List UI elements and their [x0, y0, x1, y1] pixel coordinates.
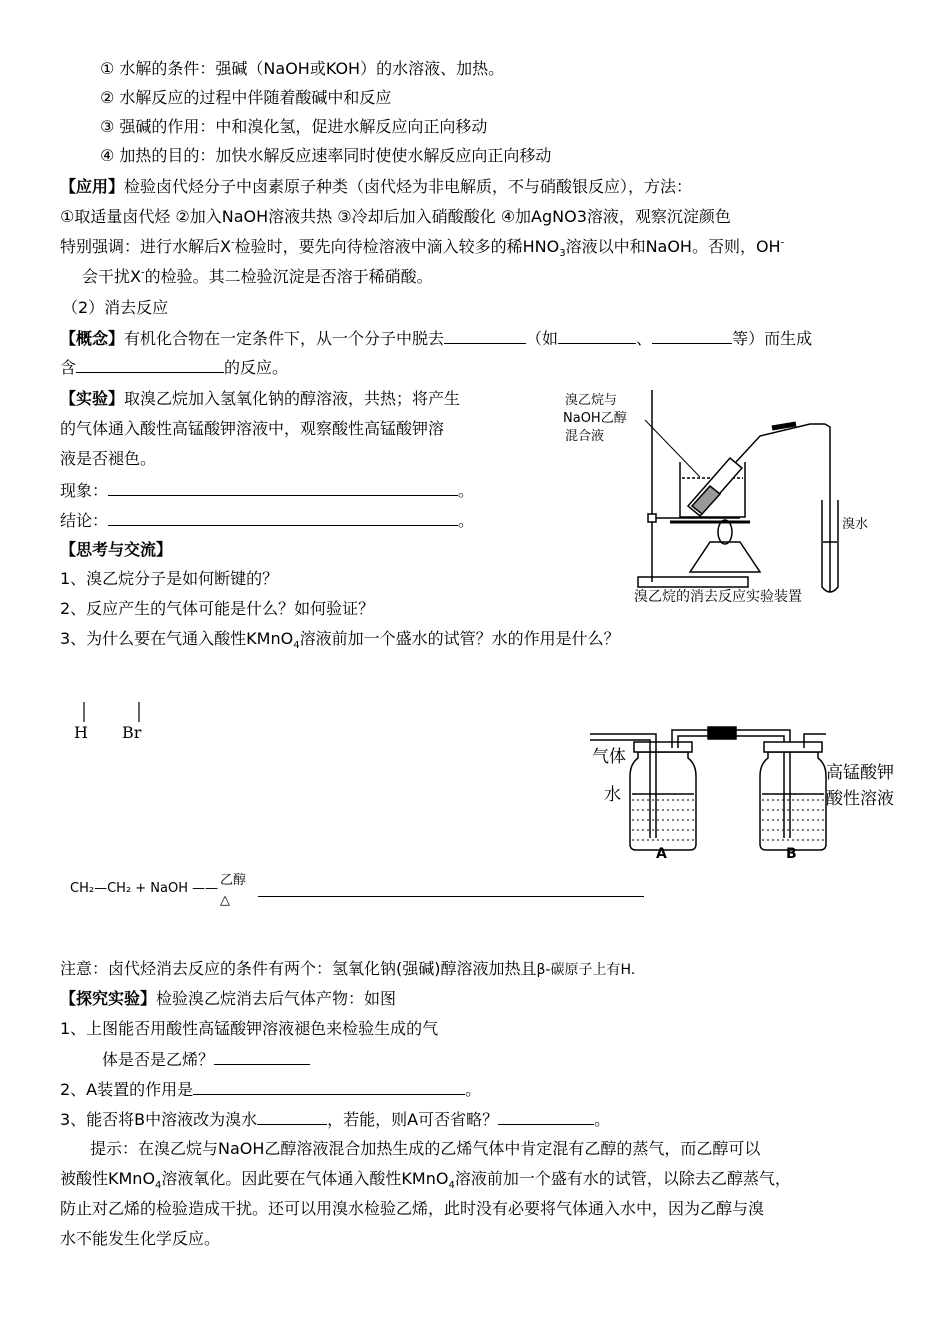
concept-part-d: 等）而生成 — [732, 329, 813, 348]
gas-label: 气体 — [592, 747, 626, 767]
explore-line — [60, 988, 396, 1010]
delivery-tube-down — [825, 424, 830, 592]
concept-blank-2[interactable] — [558, 327, 636, 344]
phenomenon-line — [60, 479, 474, 502]
explore-q2-end: 。 — [465, 1080, 482, 1099]
explore-q1-a: 1、上图能否用酸性高锰酸钾溶液褪色来检验生成的气 — [60, 1019, 439, 1038]
explore-q3-line — [60, 1108, 610, 1131]
explore-q3-a: 3、能否将B中溶液改为溴水 — [60, 1110, 258, 1129]
question-3-sub: 4 — [293, 640, 300, 652]
hint-part-a: 被酸性KMnO — [60, 1169, 156, 1188]
phenomenon-blank[interactable] — [108, 479, 458, 496]
bottle-b-label: B — [786, 846, 797, 860]
mix-label-line-3: 混合液 — [565, 429, 605, 444]
emphasis-sup-1: - — [230, 237, 235, 249]
discuss-heading: 【思考与交流】 — [60, 540, 173, 559]
bottle-b — [760, 752, 826, 850]
concept-heading: 【概念】 — [60, 329, 125, 348]
hint-sub-2: 4 — [448, 1180, 455, 1192]
note-line — [60, 958, 635, 981]
equation-under: △ — [220, 893, 230, 908]
hint-sub-1: 4 — [155, 1180, 162, 1192]
conclusion-label: 结论： — [60, 511, 109, 530]
alcohol-lamp — [690, 542, 760, 572]
emphasis2-sup: - — [140, 267, 145, 279]
bottle-b-liquid — [762, 800, 824, 840]
explore-q3-blank-1[interactable] — [257, 1108, 327, 1125]
question-3-part-b: 溶液前加一个盛水的试管？水的作用是什么？ — [299, 629, 620, 648]
emphasis2-part-a: 会干扰X — [82, 267, 141, 286]
explore-q2-blank[interactable] — [193, 1078, 465, 1095]
emphasis-part-b: 检验时，要先向待检溶液中滴入较多的稀HNO — [234, 237, 560, 256]
explore-q1-b-line — [102, 1048, 310, 1071]
apparatus1-caption: 溴乙烷的消去反应实验装置 — [634, 589, 802, 605]
hydrolysis-point-2: ② 水解反应的过程中伴随着酸碱中和反应 — [100, 88, 392, 107]
explore-heading: 【探究实验】 — [60, 989, 157, 1008]
hint-line-4: 水不能发生化学反应。 — [60, 1229, 221, 1248]
note-part-a: 注意：卤代烃消去反应的条件有两个：氢氧化钠(强碱)醇溶液加热且 — [60, 959, 537, 978]
bottle-a-label: A — [656, 846, 667, 860]
question-3 — [60, 628, 620, 650]
concept-blank-3[interactable] — [652, 327, 732, 344]
emphasis-part-c: 溶液以中和NaOH。否则，OH — [565, 237, 781, 256]
experiment-text-1: 取溴乙烷加入氢氧化钠的醇溶液，共热；将产生 — [124, 389, 461, 408]
explore-q2: 2、A装置的作用是 — [60, 1080, 194, 1099]
elimination-apparatus-diagram — [560, 382, 890, 610]
experiment-heading: 【实验】 — [60, 389, 125, 408]
bromine-water-label: 溴水 — [842, 517, 869, 532]
concept-part-f: 的反应。 — [224, 358, 289, 377]
mix-label-line-1: 溴乙烷与 — [565, 393, 618, 408]
equation-blank[interactable] — [258, 896, 644, 897]
explore-text: 检验溴乙烷消去后气体产物：如图 — [156, 989, 397, 1008]
rubber-joint — [772, 424, 796, 428]
equation-over: 乙醇 — [220, 873, 247, 888]
elimination-title: （2）消去反应 — [62, 298, 169, 317]
water-label: 水 — [604, 785, 621, 805]
rubber-connector — [708, 727, 736, 739]
mix-label-line-2: NaOH乙醇 — [563, 411, 627, 426]
phenomenon-label: 现象： — [60, 481, 109, 500]
explore-q1-blank[interactable] — [214, 1048, 310, 1065]
hint-line-3: 防止对乙烯的检验造成干扰。还可以用溴水检验乙烯，此时没有必要将气体通入水中，因为乙醇与溴 — [60, 1199, 765, 1218]
hydrolysis-point-4: ④ 加热的目的：加快水解反应速率同时使使水解反应向正向移动 — [100, 146, 552, 165]
hydrolysis-point-1: ① 水解的条件：强碱（NaOH或KOH）的水溶液、加热。 — [100, 59, 505, 78]
concept-line-1 — [60, 327, 812, 350]
explore-q3-end: 。 — [594, 1110, 611, 1129]
explore-q3-blank-2[interactable] — [498, 1108, 594, 1125]
question-3-part-a: 3、为什么要在气通入酸性KMnO — [60, 629, 294, 648]
question-2: 2、反应产生的气体可能是什么？如何验证？ — [60, 599, 375, 618]
concept-part-c: 、 — [636, 329, 653, 348]
delivery-tube — [736, 424, 825, 462]
application-emphasis-2 — [82, 266, 433, 288]
bottle-a — [630, 752, 696, 850]
gas-washing-apparatus — [590, 720, 920, 860]
application-line — [60, 176, 692, 198]
application-emphasis — [60, 236, 784, 258]
concept-line-2 — [60, 356, 288, 379]
concept-blank-4[interactable] — [76, 356, 224, 373]
hint-line-1: 提示：在溴乙烷与NaOH乙醇溶液混合加热生成的乙烯气体中肯定混有乙醇的蒸气，而乙醇可以 — [90, 1139, 761, 1158]
explore-q1-b: 体是否是乙烯？ — [102, 1050, 215, 1069]
bottle-a-cap — [634, 742, 692, 752]
explore-q2-line — [60, 1078, 481, 1101]
conclusion-blank[interactable] — [108, 509, 458, 526]
concept-blank-1[interactable] — [444, 327, 526, 344]
atom-h: H — [74, 723, 88, 742]
bottle-b-cap — [764, 742, 822, 752]
concept-part-a: 有机化合物在一定条件下，从一个分子中脱去 — [124, 329, 445, 348]
explore-q3-b: ，若能，则A可否省略？ — [327, 1110, 499, 1129]
emphasis2-part-b: 的检验。其二检验沉淀是否溶于稀硝酸。 — [144, 267, 433, 286]
clamp-knob — [648, 514, 656, 522]
phenomenon-period: 。 — [458, 481, 475, 500]
kmno4-label-1: 高锰酸钾 — [826, 763, 894, 783]
emphasis-sup-2: - — [780, 237, 785, 249]
bottle-a-liquid — [632, 800, 694, 840]
experiment-line-1 — [60, 388, 460, 410]
concept-part-b: （如 — [526, 329, 559, 348]
conclusion-period: 。 — [458, 511, 475, 530]
concept-part-e: 含 — [60, 358, 77, 377]
application-heading: 【应用】 — [60, 177, 125, 196]
hint-part-b: 溶液氧化。因此要在气体通入酸性KMnO — [161, 1169, 449, 1188]
emphasis-sub: 3 — [559, 248, 566, 260]
experiment-text-3: 液是否褪色。 — [60, 449, 157, 468]
hint-part-c: 溶液前加一个盛有水的试管，以除去乙醇蒸气， — [454, 1169, 791, 1188]
conclusion-line — [60, 509, 474, 532]
equation-left: CH₂—CH₂ + NaOH —— — [70, 881, 219, 896]
hydrolysis-point-3: ③ 强碱的作用：中和溴化氢，促进水解反应向正向移动 — [100, 117, 488, 136]
emphasis-part-a: 特别强调：进行水解后X — [60, 237, 231, 256]
note-part-b: β-碳原子上有H. — [536, 962, 636, 978]
experiment-text-2: 的气体通入酸性高锰酸钾溶液中，观察酸性高锰酸钾溶 — [60, 419, 445, 438]
application-steps: ①取适量卤代烃 ②加入NaOH溶液共热 ③冷却后加入硝酸酸化 ④加AgNO3溶液，观察沉淀颜色 — [60, 207, 731, 226]
atom-br: Br — [122, 723, 142, 742]
application-text: 检验卤代烃分子中卤素原子种类（卤代烃为非电解质，不与硝酸银反应），方法： — [124, 177, 693, 196]
lamp-flame — [718, 520, 732, 544]
question-1: 1、溴乙烷分子是如何断键的？ — [60, 569, 279, 588]
kmno4-label-2: 酸性溶液 — [826, 789, 894, 809]
label-pointer — [645, 420, 700, 477]
hint-line-2 — [60, 1168, 791, 1190]
